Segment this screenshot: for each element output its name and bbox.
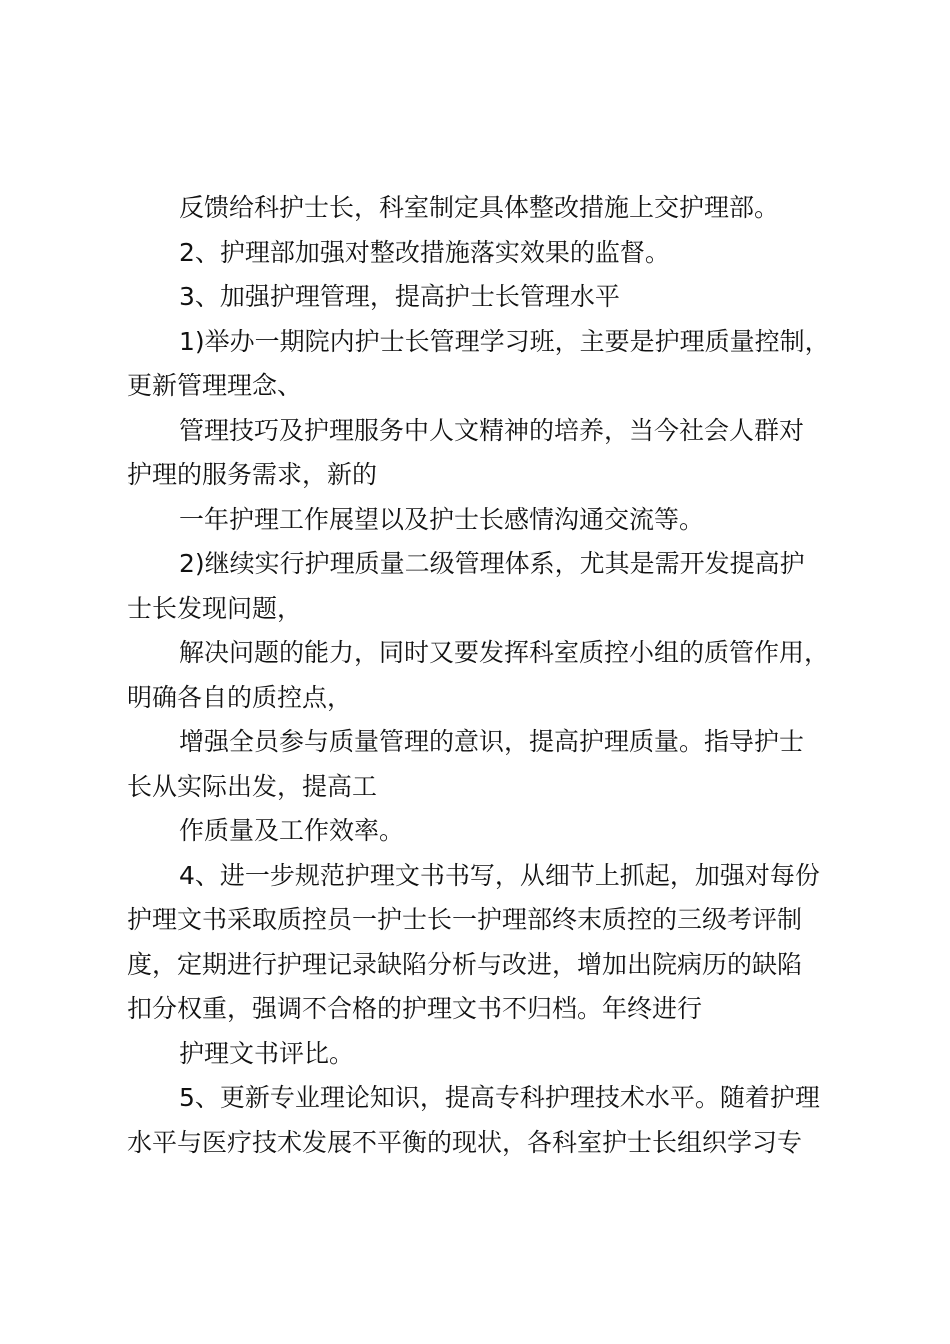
text-line: 2、护理部加强对整改措施落实效果的监督。: [179, 237, 670, 267]
text-line: 护理文书评比。: [179, 1038, 355, 1068]
text-line: 一年护理工作展望以及护士长感情沟通交流等。: [179, 504, 705, 534]
text-line: 护理的服务需求，新的: [127, 460, 378, 489]
text-line: 护理文书采取质控员一护士长一护理部终末质控的三级考评制: [127, 905, 803, 934]
text-line: 作质量及工作效率。: [179, 816, 405, 845]
text-line: 3、加强护理管理，提高护士长管理水平: [179, 282, 620, 311]
text-line: 管理技巧及护理服务中人文精神的培养，当今社会人群对: [179, 415, 805, 445]
text-line: 4、进一步规范护理文书书写，从细节上抓起，加强对每份: [179, 860, 820, 890]
text-line: 明确各自的质控点，: [127, 682, 353, 712]
text-line: 更新管理理念、: [127, 371, 303, 400]
text-line: 度，定期进行护理记录缺陷分析与改进，增加出院病历的缺陷: [127, 949, 803, 979]
text-line: 解决问题的能力，同时又要发挥科室质控小组的质管作用，: [179, 638, 830, 667]
text-line: 1)举办一期院内护士长管理学习班，主要是护理质量控制，: [179, 326, 830, 356]
text-line: 扣分权重，强调不合格的护理文书不归档。年终进行: [127, 994, 703, 1023]
text-line: 士长发现问题，: [127, 593, 303, 623]
text-line: 5、更新专业理论知识，提高专科护理技术水平。随着护理: [179, 1083, 820, 1112]
text-line: 反馈给科护士长，科室制定具体整改措施上交护理部。: [179, 193, 780, 222]
text-line: 水平与医疗技术发展不平衡的现状，各科室护士长组织学习专: [127, 1127, 803, 1157]
text-line: 2)继续实行护理质量二级管理体系，尤其是需开发提高护: [179, 549, 805, 578]
text-line: 长从实际出发，提高工: [127, 771, 378, 801]
document-body: [127, 186, 847, 1165]
text-line: 增强全员参与质量管理的意识，提高护理质量。指导护士: [179, 727, 805, 756]
